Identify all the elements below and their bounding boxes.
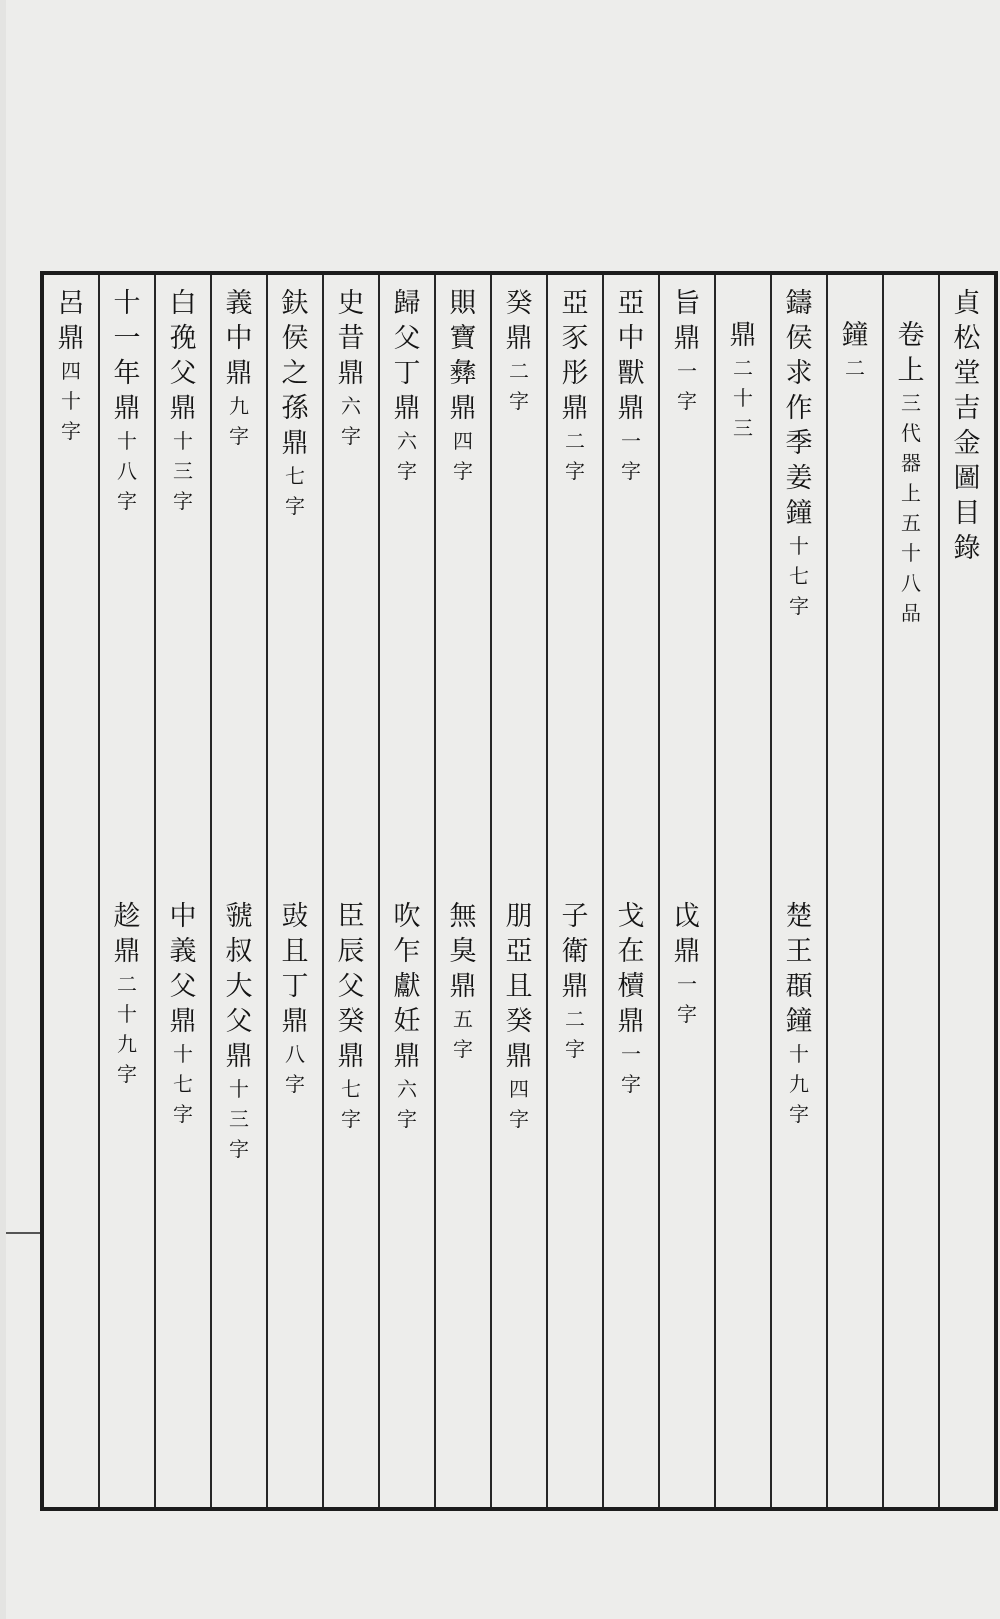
catalog-entry: 鼎 二 十 三 (729, 320, 757, 440)
catalog-entry: 楚 王 頵 鐘 十 九 字 (785, 901, 813, 1126)
catalog-entry: 子 衛 鼎 二 字 (561, 901, 589, 1061)
catalog-entry: 癸 鼎 二 字 (505, 288, 533, 413)
catalog-entry: 吹 乍 獻 妊 鼎 六 字 (393, 901, 421, 1131)
catalog-entry: 戈 在 櫝 鼎 一 字 (617, 901, 645, 1096)
catalog-column (882, 275, 938, 1507)
catalog-entry: 義 中 鼎 九 字 (225, 288, 253, 448)
catalog-entry: 歸 父 丁 鼎 六 字 (393, 288, 421, 483)
catalog-entry: 趁 鼎 二 十 九 字 (113, 901, 141, 1086)
catalog-column (714, 275, 770, 1507)
catalog-column (826, 275, 882, 1507)
catalog-entry: 史 昔 鼎 六 字 (337, 288, 365, 448)
catalog-entry: 臣 辰 父 癸 鼎 七 字 (337, 901, 365, 1131)
fold-mark (6, 1232, 42, 1234)
catalog-column (546, 275, 602, 1507)
catalog-entry: 賏 寶 彝 鼎 四 字 (449, 288, 477, 483)
catalog-column (154, 275, 210, 1507)
catalog-column (266, 275, 322, 1507)
catalog-entry: 鑄 侯 求 作 季 姜 鐘 十 七 字 (785, 288, 813, 618)
catalog-entry: 卷 上 三 代 器 上 五 十 八 品 (897, 320, 925, 625)
catalog-frame (40, 271, 998, 1511)
catalog-entry: 亞 豕 彤 鼎 二 字 (561, 288, 589, 483)
catalog-entry: 亞 中 獸 鼎 一 字 (617, 288, 645, 483)
catalog-column (938, 275, 994, 1507)
catalog-column (770, 275, 826, 1507)
catalog-entry: 朋 亞 且 癸 鼎 四 字 (505, 901, 533, 1131)
catalog-entry: 䜴 且 丁 鼎 八 字 (281, 901, 309, 1096)
catalog-column (490, 275, 546, 1507)
catalog-page (6, 0, 1000, 1619)
catalog-entry: 十 一 年 鼎 十 八 字 (113, 288, 141, 513)
catalog-column (434, 275, 490, 1507)
catalog-column (44, 275, 98, 1507)
catalog-entry: 旨 鼎 一 字 (673, 288, 701, 413)
catalog-entry: 中 義 父 鼎 十 七 字 (169, 901, 197, 1126)
catalog-entry: 貞 松 堂 吉 金 圖 目 錄 (953, 288, 981, 564)
catalog-entry: 無 臭 鼎 五 字 (449, 901, 477, 1061)
catalog-entry: 戉 鼎 一 字 (673, 901, 701, 1026)
catalog-entry: 白 㝃 父 鼎 十 三 字 (169, 288, 197, 513)
catalog-entry: 鈇 侯 之 孫 鼎 七 字 (281, 288, 309, 518)
catalog-entry: 呂 鼎 四 十 字 (57, 288, 85, 443)
catalog-column (322, 275, 378, 1507)
catalog-entry: 虢 叔 大 父 鼎 十 三 字 (225, 901, 253, 1161)
catalog-column (658, 275, 714, 1507)
catalog-column (602, 275, 658, 1507)
catalog-column (378, 275, 434, 1507)
catalog-column (98, 275, 154, 1507)
catalog-column (210, 275, 266, 1507)
catalog-entry: 鐘 二 (841, 320, 869, 380)
